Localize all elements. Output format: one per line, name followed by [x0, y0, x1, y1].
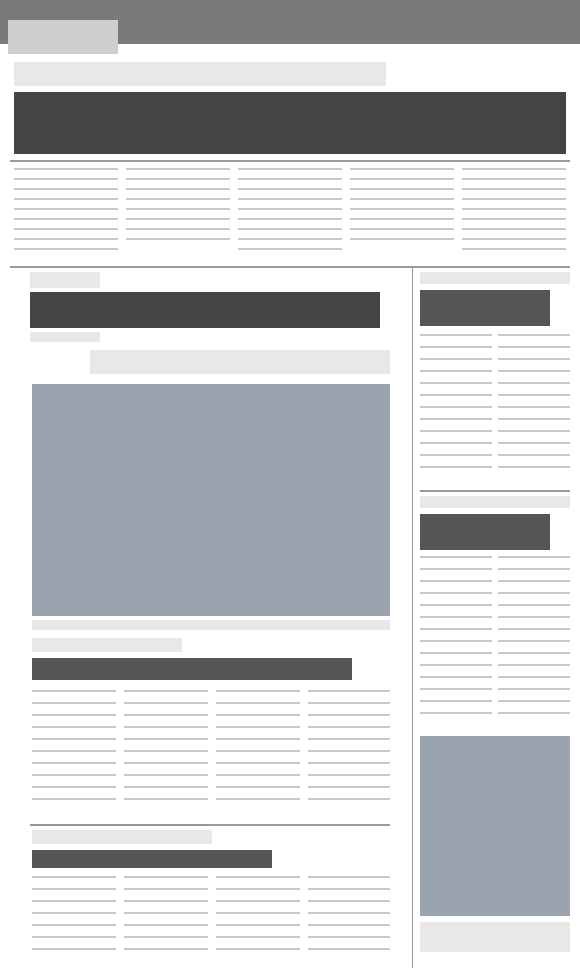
right-headline-2: [420, 514, 550, 550]
story-headline: [32, 658, 352, 680]
right-divider: [420, 490, 570, 492]
right-columns-2: [420, 556, 570, 726]
right-column-divider: [412, 268, 413, 968]
lower-headline: [32, 850, 272, 868]
lower-kicker: [32, 830, 212, 844]
right-headline-1: [420, 290, 550, 326]
top-divider: [10, 160, 570, 162]
bus-interior-photo: [32, 384, 390, 616]
lower-divider: [30, 824, 390, 826]
story-columns: [32, 690, 390, 810]
top-kicker: [14, 62, 386, 86]
right-kicker-1: [420, 272, 570, 284]
section-tab: [8, 20, 118, 54]
main-byline: [30, 332, 100, 342]
mid-divider: [10, 266, 570, 268]
right-columns-1: [420, 334, 570, 480]
main-headline: [30, 292, 380, 328]
lower-columns: [32, 876, 390, 966]
story-kicker: [32, 638, 182, 652]
top-headline: [14, 92, 566, 154]
right-kicker-2: [420, 496, 570, 508]
top-story-columns: [14, 168, 566, 260]
photo-caption-2: [420, 922, 570, 952]
bus-passenger-photo: [420, 736, 570, 916]
main-kicker: [30, 272, 100, 288]
main-deck: [90, 350, 390, 374]
photo-caption: [32, 620, 390, 630]
